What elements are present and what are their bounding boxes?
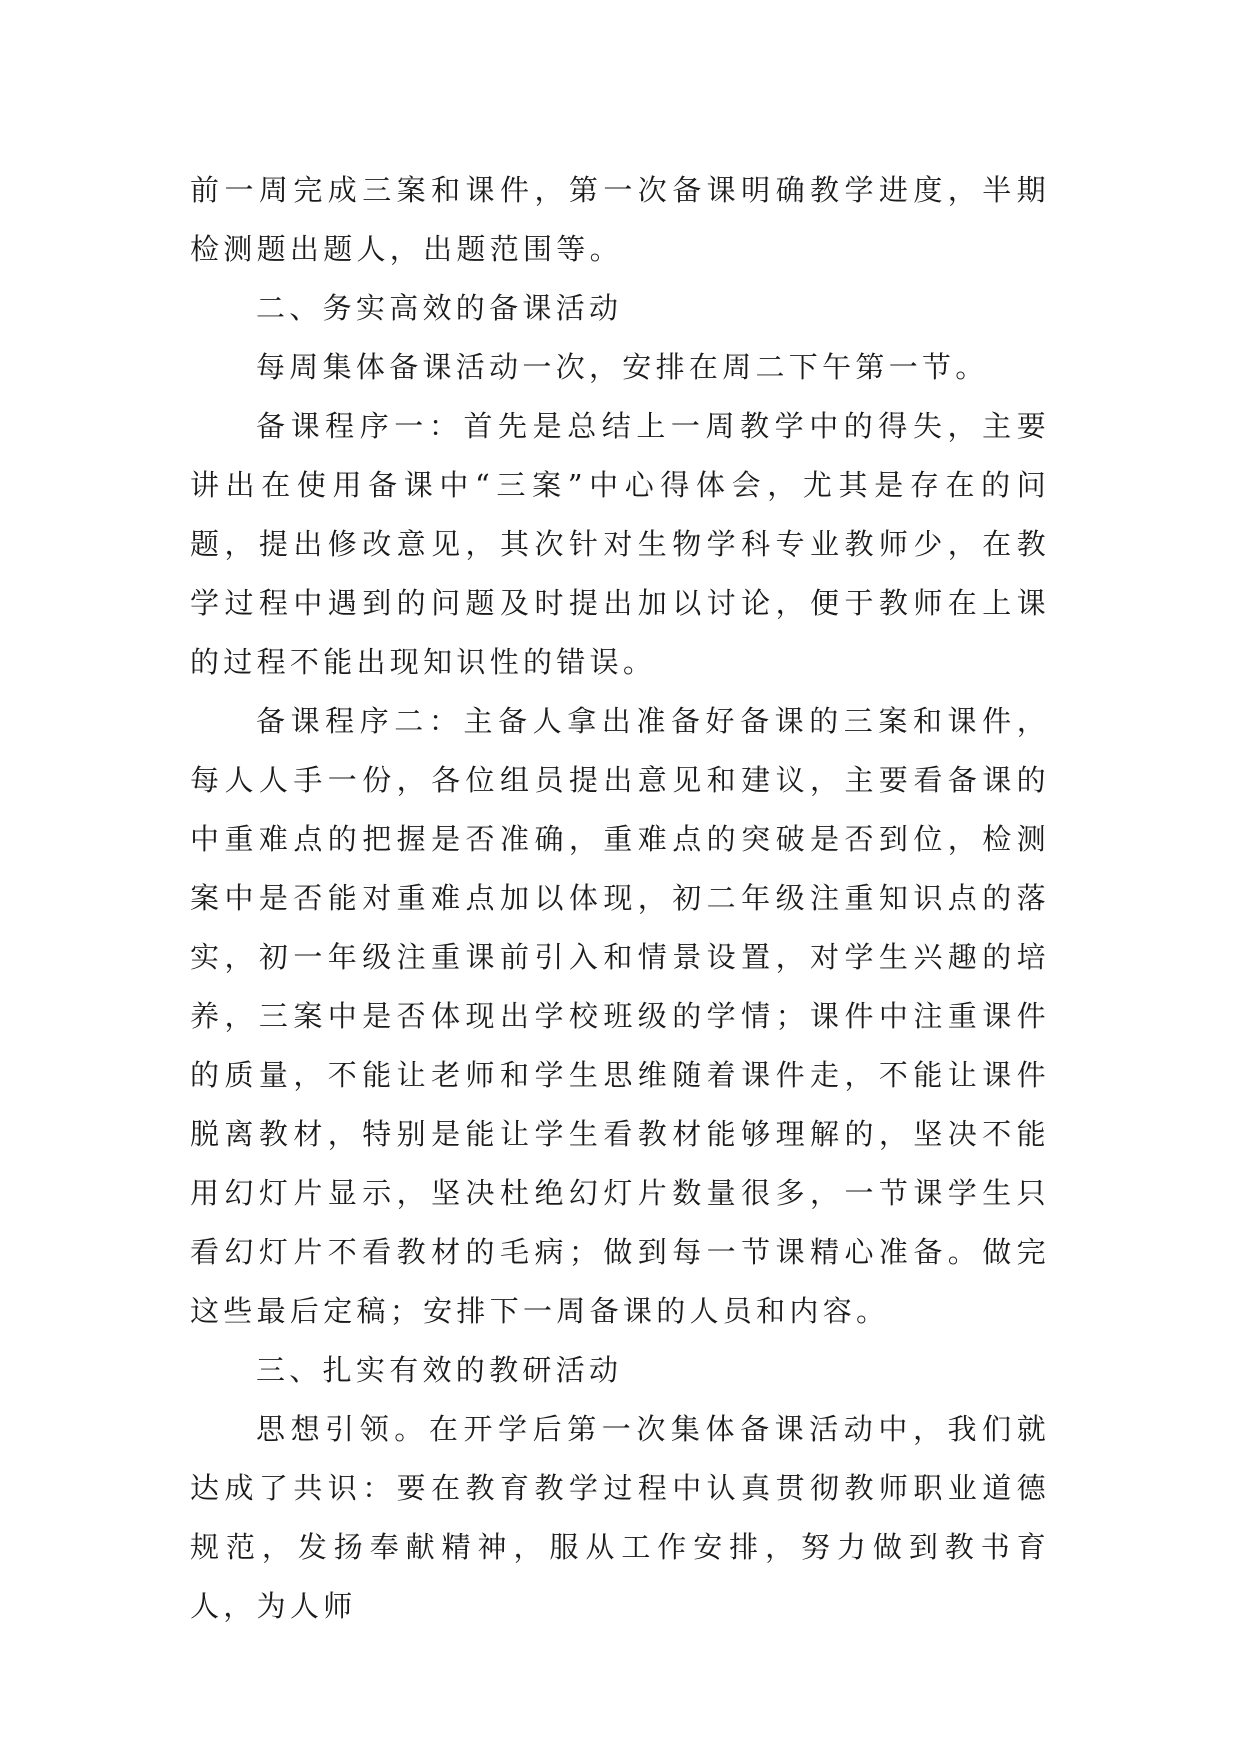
document-body [190, 161, 1050, 1636]
section-heading-3: 三、扎实有效的教研活动 [256, 1353, 623, 1387]
paragraph-5: 备课程序二：主备人拿出准备好备课的三案和课件，每人人手一份，各位组员提出意见和建议，主要看备课的中重难点的把握是否准确，重难点的突破是否到位，检测案中是否能对重难点加以体现，初二年级注重知识点的落实，初一年级注重课前引入和情景设置，对学生兴趣的培养，三案中是否体现出学校班级的学情；课件中注重课件的质量，不能让老师和学生思维随着课件走，不能让课件脱离教材，特别是能让学生看教材能够理解的，坚决不能用幻灯片显示，坚决杜绝幻灯片数量很多，一节课学生只看幻灯片不看教材的毛病；做到每一节课精心准备。做完这些最后定稿；安排下一周备课的人员和内容。 [190, 704, 1050, 1328]
paragraph-4: 备课程序一：首先是总结上一周教学中的得失，主要讲出在使用备课中“三案”中心得体会，尤其是存在的问题，提出修改意见，其次针对生物学科专业教师少，在教学过程中遇到的问题及时提出加以讨论，便于教师在上课的过程不能出现知识性的错误。 [190, 409, 1050, 679]
paragraph-7: 思想引领。在开学后第一次集体备课活动中，我们就达成了共识：要在教育教学过程中认真贯彻教师职业道德规范，发扬奉献精神，服从工作安排，努力做到教书育人，为人师 [190, 1412, 1050, 1623]
section-heading-2: 二、务实高效的备课活动 [256, 291, 623, 325]
paragraph-1: 前一周完成三案和课件，第一次备课明确教学进度，半期检测题出题人，出题范围等。 [190, 173, 1050, 266]
paragraph-3: 每周集体备课活动一次，安排在周二下午第一节。 [256, 350, 989, 384]
